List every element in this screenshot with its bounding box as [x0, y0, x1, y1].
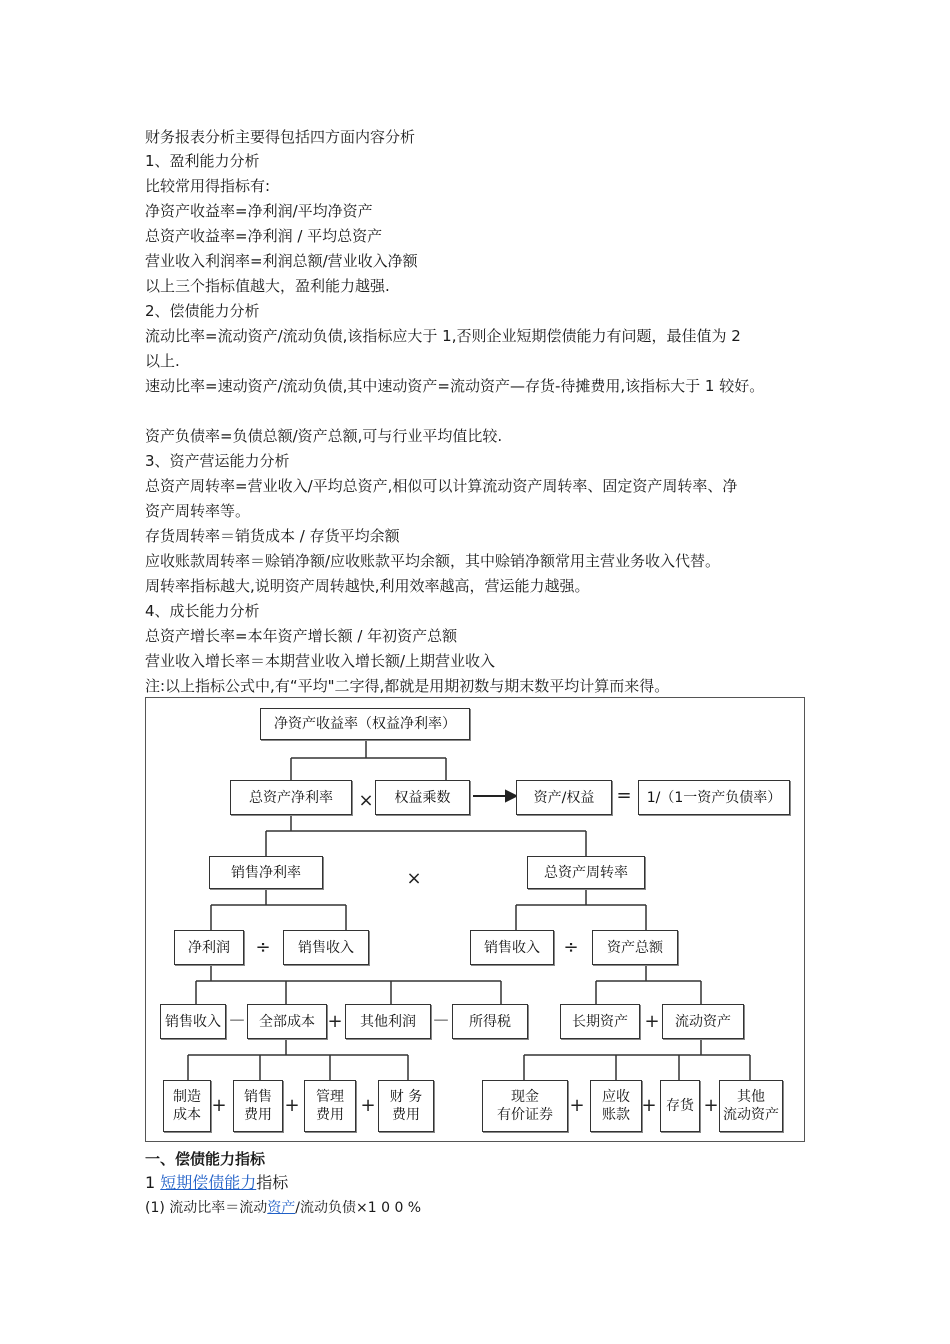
formula-prefix: (1) 流动比率＝流动 — [145, 1200, 268, 1216]
short-term-solvency-link[interactable]: 短期偿债能力 — [160, 1173, 257, 1192]
formula-asset-growth: 总资产增长率=本年资产增长额 / 年初资产总额 — [145, 627, 458, 645]
text-line: 周转率指标越大,说明资产周转越快,利用效率越高，营运能力越强。 — [145, 577, 590, 595]
formula-inventory-turnover: 存货周转率＝销货成本 / 存货平均余额 — [145, 527, 400, 545]
other-profit-box: 其他利润 — [345, 1004, 431, 1039]
divide-op: ÷ — [563, 937, 579, 958]
other-current-assets-box: 其他 流动资产 — [719, 1080, 783, 1132]
total-cost-box: 全部成本 — [247, 1004, 327, 1039]
text-line: 以上. — [145, 352, 180, 370]
formula-margin: 营业收入利润率=利润总额/营业收入净额 — [145, 252, 418, 270]
subheading-short-term — [145, 1173, 288, 1193]
formula-revenue-growth: 营业收入增长率＝本期营业收入增长额/上期营业收入 — [145, 652, 496, 670]
formula-roa: 总资产收益率=净利润 / 平均总资产 — [145, 227, 383, 245]
inverse-debt-ratio-box: 1/（1一资产负债率） — [638, 780, 790, 815]
asset-equity-box: 资产/权益 — [516, 780, 612, 815]
formula-current-ratio: 流动比率=流动资产/流动负债,该指标应大于 1,否则企业短期偿债能力有问题，最佳值为 2 — [145, 327, 741, 345]
minus-op: － — [432, 1011, 450, 1032]
plus-op: + — [211, 1095, 227, 1116]
text-line: 比较常用得指标有: — [145, 177, 271, 195]
sales-box: 销售收入 — [470, 930, 554, 965]
section-profitability: 1、盈利能力分析 — [145, 152, 260, 170]
admin-expense-box: 管理 费用 — [304, 1080, 356, 1132]
formula-asset-turnover: 总资产周转率=营业收入/平均总资产,相似可以计算流动资产周转率、固定资产周转率、净 — [145, 477, 738, 495]
section-growth: 4、成长能力分析 — [145, 602, 260, 620]
income-tax-box: 所得税 — [452, 1004, 528, 1039]
minus-op: － — [228, 1011, 246, 1032]
times-op: × — [358, 790, 374, 811]
heading-solvency: 一、偿债能力指标 — [145, 1150, 266, 1168]
intro-line: 财务报表分析主要得包括四方面内容分析 — [145, 128, 416, 146]
plus-op: + — [569, 1095, 585, 1116]
roe-box: 净资产收益率（权益净利率） — [260, 708, 470, 740]
cash-securities-box: 现金 有价证券 — [482, 1080, 568, 1132]
current-assets-box: 流动资产 — [662, 1004, 744, 1039]
roa-box: 总资产净利率 — [230, 780, 352, 815]
dupont-diagram — [145, 697, 805, 1142]
net-profit-margin-box: 销售净利率 — [209, 856, 323, 889]
long-term-assets-box: 长期资产 — [560, 1004, 640, 1039]
accounts-receivable-box: 应收 账款 — [590, 1080, 642, 1132]
section-number: 1 — [145, 1173, 156, 1192]
section-operation: 3、资产营运能力分析 — [145, 452, 290, 470]
manufacturing-cost-box: 制造 成本 — [163, 1080, 211, 1132]
formula-roe: 净资产收益率=净利润/平均净资产 — [145, 202, 373, 220]
diagram-connectors — [146, 698, 806, 1143]
selling-expense-box: 销售 费用 — [233, 1080, 283, 1132]
plus-op: + — [641, 1095, 657, 1116]
total-assets-box: 资产总额 — [592, 930, 678, 965]
sales-box: 销售收入 — [160, 1004, 226, 1039]
text-line: 以上三个指标值越大，盈利能力越强. — [145, 277, 390, 295]
sales-box: 销售收入 — [283, 930, 369, 965]
formula-current-ratio-pct — [145, 1198, 421, 1218]
equity-multiplier-box: 权益乘数 — [375, 780, 470, 815]
formula-ar-turnover: 应收账款周转率＝赊销净额/应收账款平均余额，其中赊销净额常用主营业务收入代替。 — [145, 552, 721, 570]
plus-op: + — [644, 1011, 660, 1032]
plus-op: + — [703, 1095, 719, 1116]
plus-op: + — [327, 1011, 343, 1032]
note-line: 注:以上指标公式中,有“平均"二字得,都就是用期初数与期末数平均计算而来得。 — [145, 677, 670, 695]
inventory-box: 存货 — [660, 1080, 700, 1132]
plus-op: + — [284, 1095, 300, 1116]
divide-op: ÷ — [255, 937, 271, 958]
asset-turnover-box: 总资产周转率 — [527, 856, 645, 889]
plus-op: + — [360, 1095, 376, 1116]
equals-op: = — [616, 785, 632, 806]
formula-quick-ratio: 速动比率=速动资产/流动负债,其中速动资产=流动资产—存货-待摊费用,该指标大于 1 较好。 — [145, 377, 765, 395]
section-solvency: 2、偿债能力分析 — [145, 302, 260, 320]
assets-link[interactable]: 资产 — [267, 1200, 296, 1216]
subheading-tail: 指标 — [256, 1173, 289, 1192]
net-income-box: 净利润 — [174, 930, 244, 965]
formula-suffix: /流动负债×1 0 0 % — [295, 1200, 422, 1216]
finance-expense-box: 财 务 费用 — [378, 1080, 434, 1132]
formula-debt-ratio: 资产负债率=负债总额/资产总额,可与行业平均值比较. — [145, 427, 503, 445]
text-line: 资产周转率等。 — [145, 502, 251, 520]
times-op: × — [406, 868, 422, 889]
